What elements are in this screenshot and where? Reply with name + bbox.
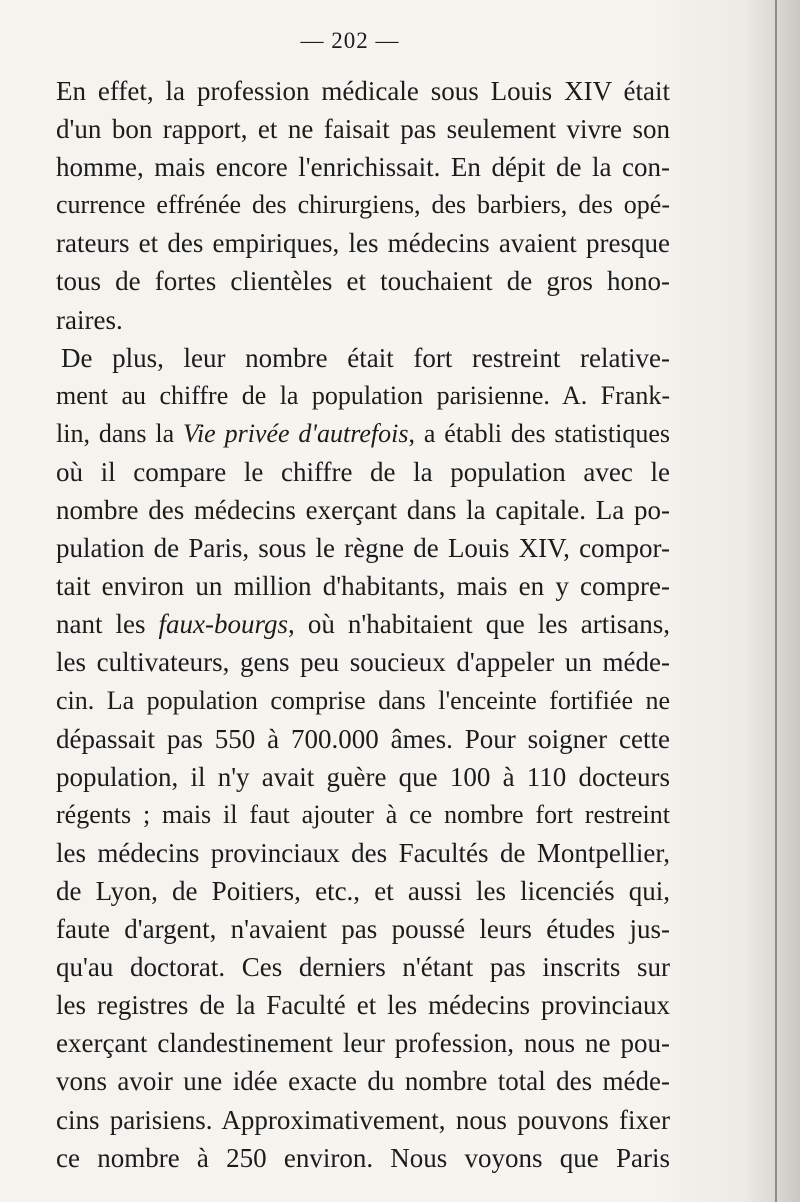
page-edge-line [775,0,777,1202]
text-segment: nant les [56,609,159,640]
text-segment: , où n'habitaient que les artisans, [288,609,670,640]
text-line: les cultivateurs, gens peu soucieux d'appeler un méde- [56,647,670,678]
text-line: exerçant clandestinement leur profession, nous ne pou- [56,1028,670,1059]
text-line: pulation de Paris, sous le règne de Louis XIV, compor- [56,533,670,564]
page-number: — 202 — [300,28,400,53]
text-line: raires. [56,304,123,335]
text-line: homme, mais encore l'enrichissait. En dépit de la con- [56,152,670,183]
text-line: qu'au doctorat. Ces derniers n'étant pas inscrits sur [56,952,670,983]
text-line: dépassait pas 550 à 700.000 âmes. Pour soigner cette [56,723,670,754]
text-line: les registres de la Faculté et les médecins provinciaux [56,990,670,1021]
text-line: les médecins provinciaux des Facultés de Montpellier, [56,837,670,868]
text-line: d'un bon rapport, et ne faisait pas seulement vivre son [56,114,670,145]
text-segment: , a établi des statistiques [408,418,670,448]
text-segment: lin, dans la [56,418,183,448]
text-line: ce nombre à 250 environ. Nous voyons que Paris [56,1142,670,1173]
text-line: régents ; mais il faut ajouter à ce nombre fort restreint [56,799,670,829]
text-line: ment au chiffre de la population parisienne. A. Frank- [56,380,670,410]
text-line: tous de fortes clientèles et touchaient de gros hono- [56,266,670,297]
emphasized-term: faux-bourgs [158,609,289,640]
text-line: currence effrénée des chirurgiens, des barbiers, des opé- [56,190,670,220]
text-line: De plus, leur nombre était fort restreint relative- [61,342,670,373]
book-title: Vie privée d'autrefois [183,418,409,448]
text-line: population, il n'y avait guère que 100 à 110 docteurs [56,761,670,792]
text-line: faute d'argent, n'avaient pas poussé leurs études jus- [56,914,670,945]
body-text [56,72,670,1177]
text-line: cin. La population comprise dans l'enceinte fortifiée ne [56,685,670,715]
text-line: nombre des médecins exerçant dans la capitale. La po- [56,495,670,526]
text-line: de Lyon, de Poitiers, etc., et aussi les licenciés qui, [56,875,670,906]
text-line [56,605,670,643]
text-line: En effet, la profession médicale sous Louis XIV était [56,76,670,106]
text-line: rateurs et des empiriques, les médecins avaient presque [56,228,670,259]
text-line: où il compare le chiffre de la population avec le [56,456,670,487]
text-line: cins parisiens. Approximativement, nous pouvons fixer [56,1104,670,1135]
text-line: tait environ un million d'habitants, mais en y compre- [56,571,670,602]
text-line [56,415,670,453]
text-line: vons avoir une idée exacte du nombre total des méde- [56,1066,670,1097]
